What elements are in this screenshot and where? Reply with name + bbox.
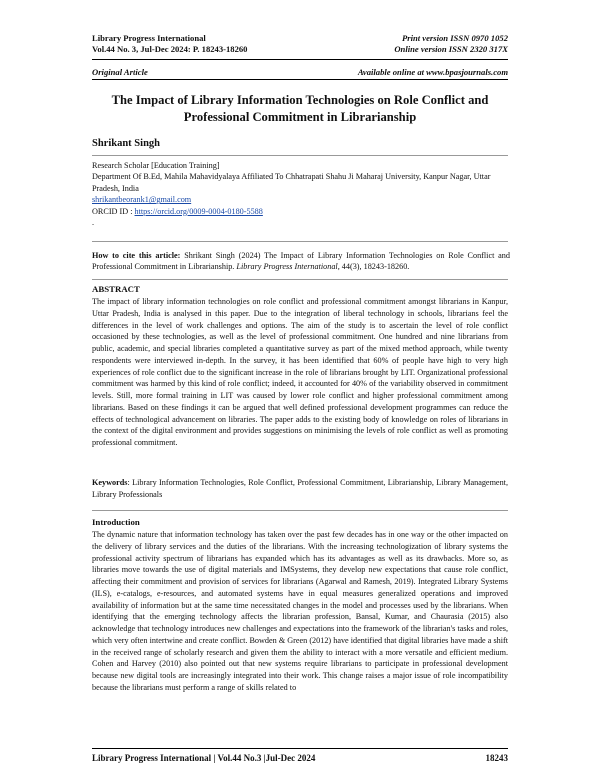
introduction-text: The dynamic nature that information technology has taken over the past few decades has in one way or the other impacted on the delivery of library services and the duties of the librarians. With the increasing technologization of library systems the professional activity spectrum of librarians has expanded which has its advantages as well as its drawbacks. More so, as libraries move towards the use of digital materials and IMSystems, they develop new expectations that cause role conflict, affecting their commitment and provision of services for librarians (Agarwal and Ramesh, 2019). Integrated Library Systems (ILS), e-catalogs, e-resources, and automated systems have in equal measures generalized operations and improved availability of information but at the same time necessitated changes in the model and processes used by the librarians. When identifying that the emerging technology affects the librarian profession, Bansal, Kumar, and Chaurasia (2015) also acknowledge that technology introduces new challenges and expectations into the framework of the librarian's tasks and roles, which very often intertwine and create conflict. Bowden & Green (2012) have identified that digital libraries have made a shift in the received range of scholarly research and given them the ability to interact with a more versatile and efficient medium. Cohen and Harvey (2010) also pointed out that new systems require librarians to participate in professional development because new digital tools are increasingly integrated into their work. This change raises a major issue of role incompatibility because the librarians must perform a range of skills related to <box>92 530 508 692</box>
citation-text: Shrikant Singh (2024) The Impact of Library Information Technologies on Role Conflict and Professional Commitment in Librarianship. <box>92 251 510 272</box>
abstract-heading: ABSTRACT <box>92 284 140 294</box>
journal-name: Library Progress International <box>92 33 206 43</box>
affiliation-rule <box>92 155 508 156</box>
affiliation-block <box>92 160 510 228</box>
keywords-label: Keywords <box>92 478 128 487</box>
paper-title: The Impact of Library Information Technologies on Role Conflict and Professional Commitment in Librarianship <box>111 93 489 124</box>
footer-journal-info: Library Progress International | Vol.44 No.3 |Jul-Dec 2024 <box>92 753 316 763</box>
article-type: Original Article <box>92 67 148 77</box>
orcid-label: ORCID ID : <box>92 206 135 216</box>
footer-rule <box>92 748 508 749</box>
intro-rule <box>92 510 508 511</box>
author-name: Shrikant Singh <box>92 138 160 149</box>
introduction-heading: Introduction <box>92 517 140 527</box>
affiliation-line2: Department Of B.Ed, Mahila Mahavidyalaya Affiliated To Chhatrapati Shahu Ji Maharaj University, Kanpur Nagar, Uttar Pradesh, India <box>92 172 491 193</box>
available-online: Available online at www.bpasjournals.com <box>357 67 508 77</box>
affiliation-dot: . <box>92 218 95 228</box>
issue-info: Vol.44 No. 3, Jul-Dec 2024: P. 18243-18260 <box>92 44 248 54</box>
page-footer <box>92 753 508 763</box>
keywords-block <box>92 477 508 501</box>
affiliation-line1: Research Scholar [Education Training] <box>92 161 220 170</box>
orcid-link[interactable]: https://orcid.org/0009-0004-0180-5588 <box>134 206 263 216</box>
online-issn: Online version ISSN 2320 317X <box>394 44 508 54</box>
keywords-text: : Library Information Technologies, Role Conflict, Professional Commitment, Librarianship, Library Management, Library Professionals <box>92 478 508 499</box>
author-email-link[interactable]: shrikantbeorank1@gmail.com <box>92 195 192 205</box>
header-rule-2 <box>92 79 508 80</box>
abstract-text: The impact of library information technologies on role conflict and professional commitment amongst librarians in Kanpur, Uttar Pradesh, India is analysed in this paper. Due to the integration of liberal technology in schools, librarians feel the differences in the level of work challenges and options. The aim of the study is to ascertain the level of role conflict occasioned by these technologies, as well as the level of professional commitment. One hundred and nine librarians from public, academic, and special libraries completed a quantitative survey as part of the mixed method approach, while twenty respondents were interviewed in-depth. In the survey, it has been identified that 60% of people have high to very high experiences of role conflict due to the significant increase in the role of librarians brought by LIT. Organizational professional commitment was harmed by this kind of role conflict; indeed, it accounted for 40% of the variability observed in commitment levels. Still, more formal training in LIT was caused by lower role conflict and higher professional commitment among librarians. Based on these findings it can be argued that well defined professional development programmes can reduce the effects of technological advancement on libraries. The paper adds to the existing body of knowledge on roles of librarians in the context of the digital environment and provides suggestions on minimising the levels of role conflict as well as promoting professional commitment. <box>92 297 508 447</box>
print-issn: Print version ISSN 0970 1052 <box>401 33 508 43</box>
page-number: 18243 <box>485 753 508 763</box>
citation-block <box>92 250 510 273</box>
header-rule <box>92 59 508 60</box>
citation-journal: Library Progress International, <box>236 262 340 272</box>
citation-label: How to cite this article: <box>92 251 181 260</box>
citation-rule <box>92 241 508 242</box>
abstract-rule <box>92 279 508 280</box>
citation-tail: 44(3), 18243-18260. <box>339 262 410 272</box>
